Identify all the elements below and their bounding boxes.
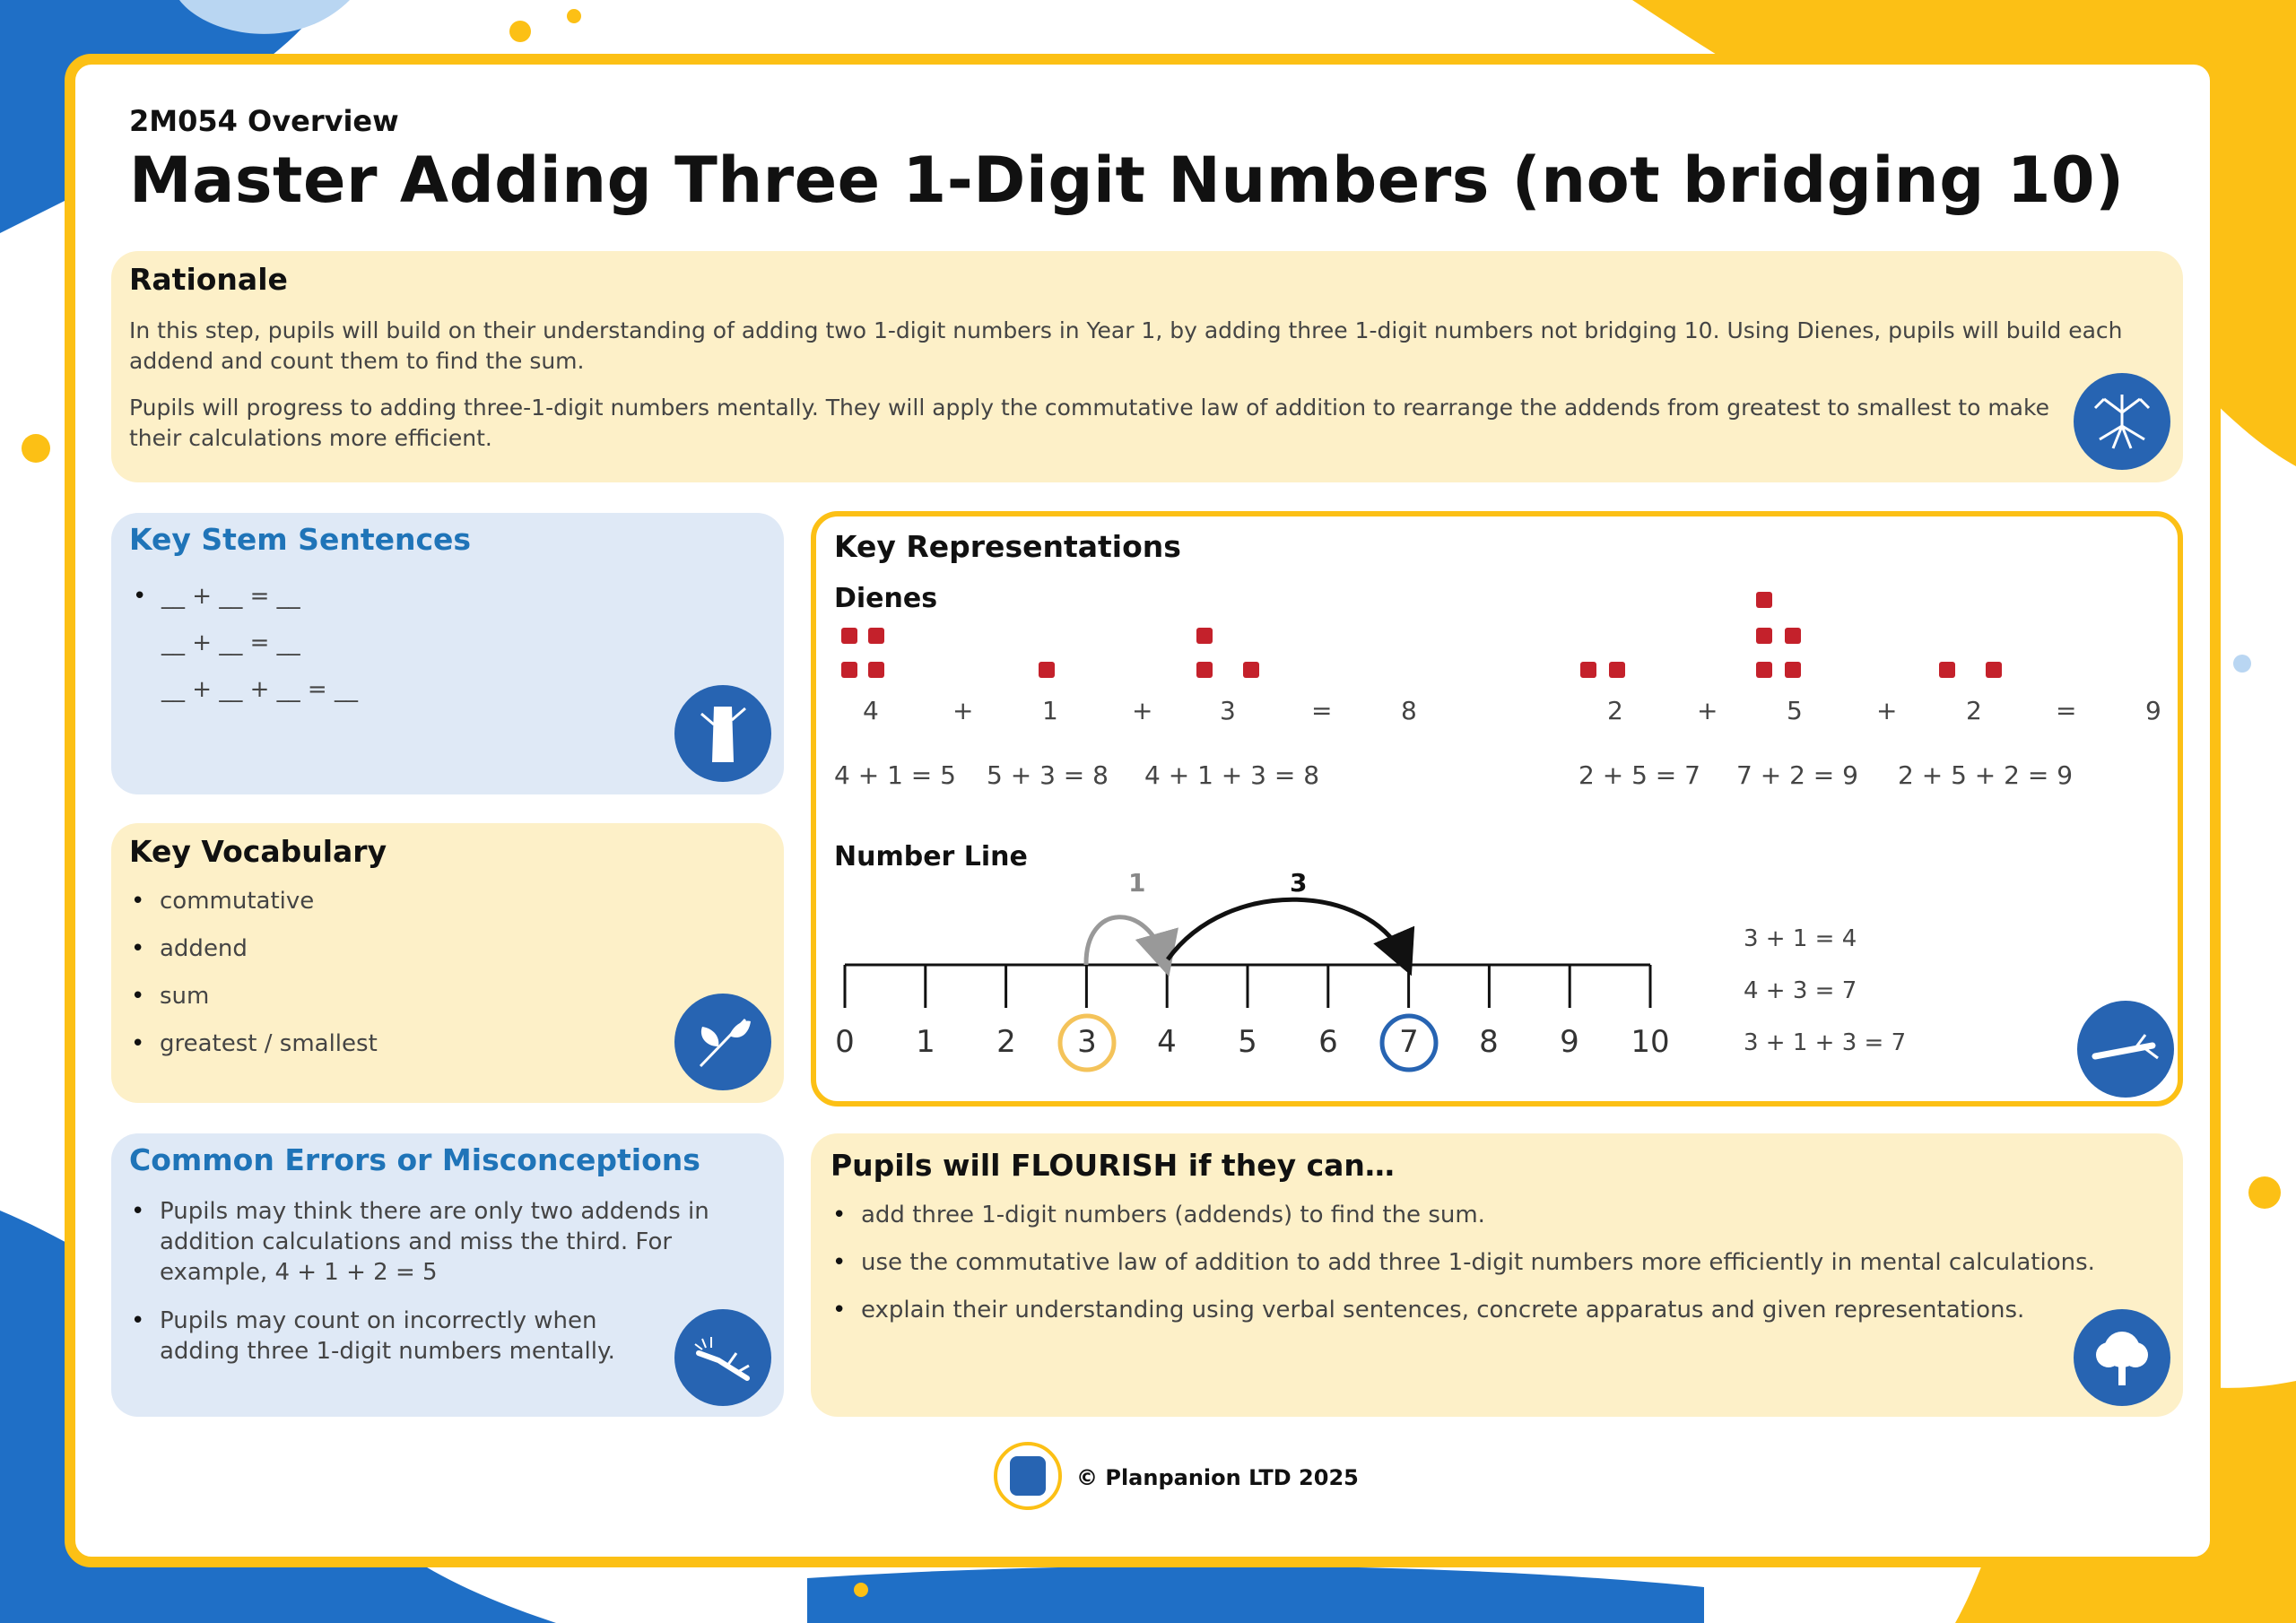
errors-heading: Common Errors or Misconceptions (129, 1142, 700, 1177)
broken-branch-icon (674, 1309, 771, 1406)
vocab-item: • addend (131, 935, 248, 962)
flourish-item: • explain their understanding using verbal sentences, concrete apparatus and given representations. (832, 1297, 2025, 1324)
rationale-panel (111, 251, 2183, 482)
tick-label: 1 (916, 1024, 935, 1060)
tick-label: 2 (996, 1024, 1016, 1060)
vocab-heading: Key Vocabulary (129, 834, 387, 869)
tick-label: 5 (1238, 1024, 1257, 1060)
tick-label: 10 (1631, 1024, 1670, 1060)
calc-1c: 4 + 1 + 3 = 8 (1144, 760, 1320, 790)
eq1-op: + (952, 696, 974, 725)
nl-calc-1: 3 + 1 = 4 (1744, 925, 1857, 952)
vocab-item: • sum (131, 983, 210, 1010)
eq2-op: = (2056, 696, 2077, 725)
flourish-item: • add three 1-digit numbers (addends) to find the sum. (832, 1202, 1485, 1228)
eq1-term: 4 (863, 696, 879, 725)
reps-heading: Key Representations (834, 529, 1181, 564)
eq1-op: + (1132, 696, 1153, 725)
rationale-paragraph-1: In this step, pupils will build on their understanding of adding two 1-digit numbers in Year 1, by adding three 1-digit numbers not bridging 10. Using Dienes, pupils will build each addend and count them to find the sum. (129, 317, 2123, 374)
flourish-heading: Pupils will FLOURISH if they can… (831, 1148, 1395, 1183)
tick-label: 9 (1560, 1024, 1579, 1060)
calc-2a: 2 + 5 = 7 (1578, 760, 1700, 790)
errors-panel (111, 1133, 784, 1417)
stem-heading: Key Stem Sentences (129, 522, 472, 557)
vocab-item: • commutative (131, 888, 315, 915)
jump-big-label: 3 (1290, 868, 1308, 898)
overview-code: 2M054 Overview (129, 104, 399, 138)
eq2-op: + (1697, 696, 1718, 725)
nl-calc-2: 4 + 3 = 7 (1744, 977, 1857, 1004)
tick-label: 8 (1479, 1024, 1499, 1060)
calc-2b: 7 + 2 = 9 (1736, 760, 1858, 790)
rationale-heading: Rationale (129, 262, 288, 297)
stem-line-1: • __ + __ = __ (133, 583, 300, 610)
eq1-term: 3 (1220, 696, 1236, 725)
tree-icon (2074, 1309, 2170, 1406)
eq2-term: 5 (1787, 696, 1803, 725)
flourish-panel (811, 1133, 2183, 1417)
eq2-term: 2 (1607, 696, 1623, 725)
branch-icon (2077, 1001, 2174, 1098)
calc-1a: 4 + 1 = 5 (834, 760, 956, 790)
representations-panel (811, 511, 2183, 1107)
stem-sentences-panel (111, 513, 784, 794)
eq2-op: + (1876, 696, 1898, 725)
tick-label: 3 (1077, 1024, 1097, 1060)
tick-label: 0 (835, 1024, 855, 1060)
vocabulary-panel (111, 823, 784, 1103)
error-item: • Pupils may think there are only two addends in addition calculations and miss the third. For example, 4 + 1 + 2 = 5 (131, 1198, 709, 1286)
copyright: © Planpanion LTD 2025 (1076, 1465, 1359, 1490)
flourish-item: • use the commutative law of addition to add three 1-digit numbers more efficiently in mental calculations. (832, 1249, 2095, 1276)
eq2-term: 2 (1966, 696, 1982, 725)
calc-1b: 5 + 3 = 8 (987, 760, 1109, 790)
dienes-label: Dienes (834, 583, 938, 614)
eq2-result: 9 (2145, 696, 2161, 725)
calc-2c: 2 + 5 + 2 = 9 (1898, 760, 2074, 790)
tick-label: 7 (1399, 1024, 1419, 1060)
tick-label: 4 (1157, 1024, 1177, 1060)
page-title: Master Adding Three 1-Digit Numbers (not bridging 10) (129, 143, 2125, 217)
planpanion-logo (994, 1442, 1062, 1510)
tick-label: 6 (1318, 1024, 1338, 1060)
jump-small-label: 1 (1128, 868, 1146, 898)
vocab-item: • greatest / smallest (131, 1030, 378, 1057)
eq1-term: 1 (1042, 696, 1058, 725)
error-item: • Pupils may count on incorrectly when adding three 1-digit numbers mentally. (131, 1307, 615, 1365)
number-line (816, 516, 2179, 1108)
nl-calc-3: 3 + 1 + 3 = 7 (1744, 1029, 1907, 1056)
roots-icon (2074, 373, 2170, 470)
stem-line-3: __ + __ + __ = __ (161, 676, 358, 703)
leaves-icon (674, 994, 771, 1090)
numberline-label: Number Line (834, 841, 1028, 872)
stem-line-2: __ + __ = __ (161, 629, 300, 656)
eq1-result: 8 (1401, 696, 1417, 725)
eq1-op: = (1311, 696, 1333, 725)
rationale-paragraph-2: Pupils will progress to adding three-1-digit numbers mentally. They will apply the commutative law of addition to rearrange the addends from greatest to smallest to make their calculations more efficient. (129, 395, 2049, 451)
trunk-icon (674, 685, 771, 782)
